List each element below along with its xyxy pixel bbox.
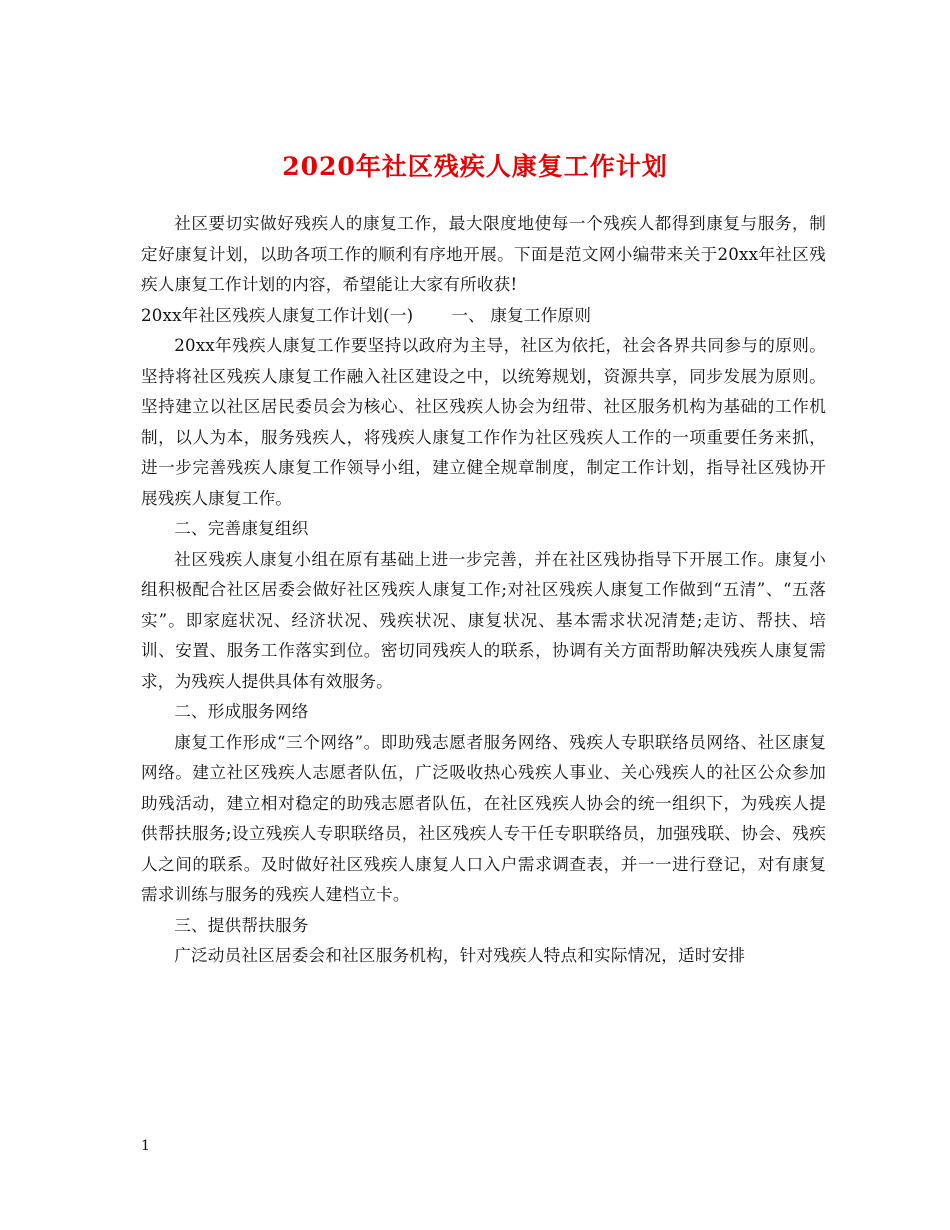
principles-paragraph: 20xx年残疾人康复工作要坚持以政府为主导，社区为依托，社会各界共同参与的原则。坚持将社区残疾人康复工作融入社区建设之中，以统筹规划，资源共享，同步发展为原则。坚持建立以社区居民委员会为核心、社区残疾人协会为纽带、社区服务机构为基础的工作机制，以人为本，服务残疾人，将残疾人康复工作作为社区残疾人工作的一项重要任务来抓，进一步完善残疾人康复工作领导小组，建立健全规章制度，制定工作计划，指导社区残协开展残疾人康复工作。 — [141, 336, 826, 508]
plan-heading-line — [141, 301, 826, 332]
intro-paragraph: 社区要切实做好残疾人的康复工作，最大限度地使每一个残疾人都得到康复与服务，制定好康复计划，以助各项工作的顺利有序地开展。下面是范文网小编带来关于20xx年社区残疾人康复工作计划的内容，希望能让大家有所收获! — [141, 214, 826, 294]
plan-heading: 20xx年社区残疾人康复工作计划(一) — [141, 305, 414, 325]
organization-paragraph: 社区残疾人康复小组在原有基础上进一步完善，并在社区残协指导下开展工作。康复小组积极配合社区居委会做好社区残疾人康复工作;对社区残疾人康复工作做到“五清”、“五落实”。即家庭状况、经济状况、残疾状况、康复状况、基本需求状况清楚;走访、帮扶、培训、安置、服务工作落实到位。密切同残疾人的联系，协调有关方面帮助解决残疾人康复需求，为残疾人提供具体有效服务。 — [141, 549, 826, 691]
document-title: 2020年社区残疾人康复工作计划 — [282, 151, 668, 181]
page-number: 1 — [141, 1138, 150, 1154]
section-heading-principles: 一、 康复工作原则 — [451, 305, 592, 325]
document-body — [141, 209, 826, 972]
section-heading-network: 二、形成服务网络 — [174, 702, 309, 721]
section-heading-services: 三、提供帮扶服务 — [174, 915, 309, 935]
section-heading-organization: 二、完善康复组织 — [174, 519, 309, 538]
network-paragraph: 康复工作形成“三个网络”。即助残志愿者服务网络、残疾人专职联络员网络、社区康复网络。建立社区残疾人志愿者队伍，广泛吸收热心残疾人事业、关心残疾人的社区公众参加助残活动，建立相对稳定的助残志愿者队伍，在社区残疾人协会的统一组织下，为残疾人提供帮扶服务;设立残疾人专职联络员，社区残疾人专干任专职联络员，加强残联、协会、残疾人之间的联系。及时做好社区残疾人康复人口入户需求调查表，并一一进行登记，对有康复需求训练与服务的残疾人建档立卡。 — [141, 732, 826, 904]
services-paragraph: 广泛动员社区居委会和社区服务机构，针对残疾人特点和实际情况，适时安排 — [174, 946, 746, 965]
